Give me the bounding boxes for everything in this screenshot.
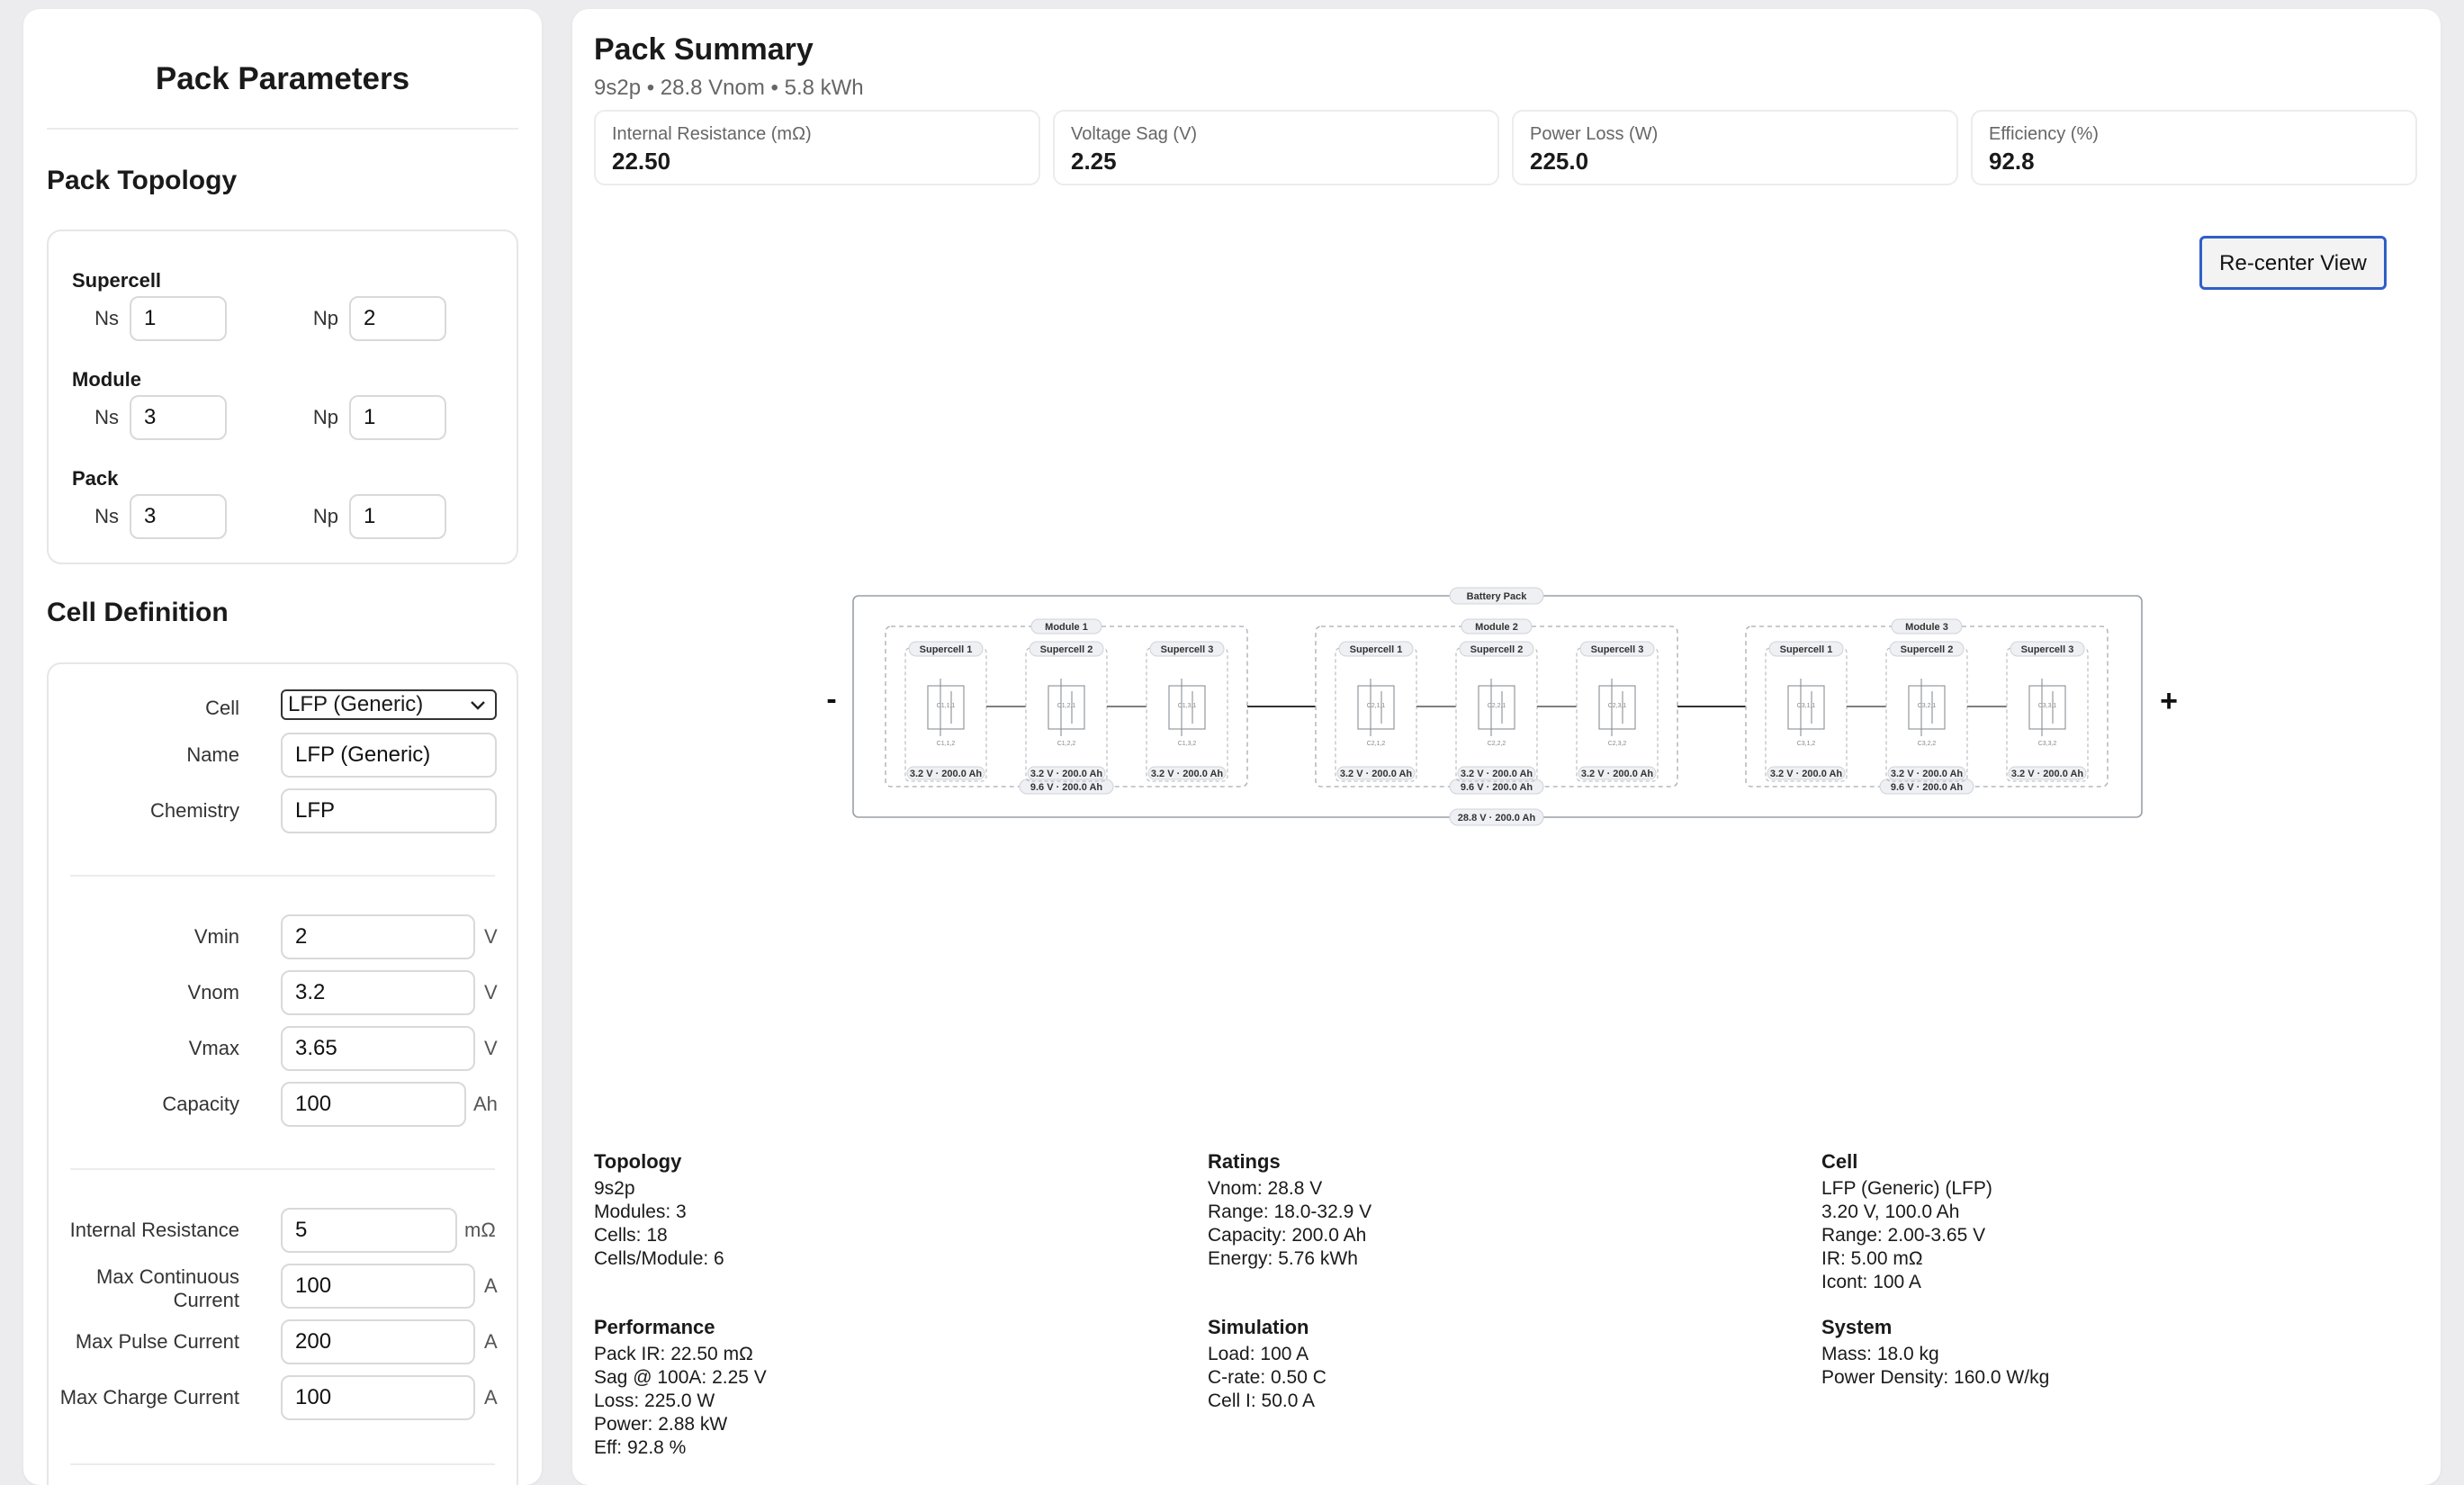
supercell-rating: 3.2 V · 200.0 Ah bbox=[909, 769, 983, 779]
supercell-label: Supercell 2 bbox=[1039, 644, 1093, 655]
cell-label: C1,3,2 bbox=[1177, 741, 1197, 747]
cell-label: C1,2,2 bbox=[1057, 741, 1076, 747]
cell-label: C2,2,2 bbox=[1487, 741, 1506, 747]
module-label: Module bbox=[72, 368, 141, 391]
supercell-ns-input[interactable]: 1 bbox=[130, 296, 227, 341]
divider bbox=[70, 1168, 495, 1170]
pack-label: Pack bbox=[72, 467, 119, 490]
module-np-label: Np bbox=[312, 406, 338, 428]
vmin-label: Vmin bbox=[193, 925, 239, 948]
supercell-outline bbox=[1026, 648, 1107, 781]
max-pulse-unit: A bbox=[484, 1330, 498, 1353]
supercell-label: Supercell 3 bbox=[1160, 644, 1214, 655]
summary-subtitle: 9s2p • 28.8 Vnom • 5.8 kWh bbox=[594, 76, 864, 100]
cell-select[interactable] bbox=[281, 689, 497, 720]
card-value: 2.25 bbox=[1071, 148, 1117, 175]
card-value: 92.8 bbox=[1989, 148, 2035, 175]
stat-line: Pack IR: 22.50 mΩ bbox=[594, 1344, 753, 1364]
supercell-np-input[interactable]: 2 bbox=[349, 296, 446, 341]
pack-label: Battery Pack bbox=[1466, 591, 1527, 602]
module-label: Module 1 bbox=[1045, 622, 1088, 633]
module-label: Module 2 bbox=[1475, 622, 1518, 633]
max-continuous-input[interactable]: 100 bbox=[281, 1264, 475, 1309]
stat-line: Energy: 5.76 kWh bbox=[1208, 1248, 1358, 1269]
stat-title: Ratings bbox=[1208, 1150, 1281, 1173]
capacity-input[interactable]: 100 bbox=[281, 1082, 466, 1127]
supercell-outline bbox=[905, 648, 986, 781]
supercell-label: Supercell 1 bbox=[919, 644, 973, 655]
cell-label: C2,3,2 bbox=[1607, 741, 1627, 747]
stat-line: Cells: 18 bbox=[594, 1225, 668, 1246]
supercell-label: Supercell 1 bbox=[1779, 644, 1833, 655]
name-label: Name bbox=[186, 743, 239, 766]
card-label: Voltage Sag (V) bbox=[1071, 124, 1198, 144]
divider bbox=[70, 1463, 495, 1465]
cell-label: C2,1,1 bbox=[1366, 703, 1386, 709]
vmin-input[interactable]: 2 bbox=[281, 914, 475, 959]
pack-summary-panel bbox=[572, 9, 2441, 1485]
supercell-rating: 3.2 V · 200.0 Ah bbox=[1150, 769, 1224, 779]
supercell-label: Supercell 3 bbox=[1590, 644, 1644, 655]
vmax-input[interactable]: 3.65 bbox=[281, 1026, 475, 1071]
pack-np-input[interactable]: 1 bbox=[349, 494, 446, 539]
stat-line: Mass: 18.0 kg bbox=[1821, 1344, 1939, 1364]
stat-line: 3.20 V, 100.0 Ah bbox=[1821, 1202, 1960, 1222]
module-np-input[interactable]: 1 bbox=[349, 395, 446, 440]
max-pulse-input[interactable]: 200 bbox=[281, 1319, 475, 1364]
card-value: 22.50 bbox=[612, 148, 671, 175]
pack-rating: 28.8 V · 200.0 Ah bbox=[1457, 813, 1536, 824]
cell-label: C2,1,2 bbox=[1366, 741, 1386, 747]
cell-label: C3,3,2 bbox=[2037, 741, 2057, 747]
divider bbox=[70, 875, 495, 877]
max-continuous-label-line2: Current bbox=[173, 1289, 239, 1311]
stat-title: Topology bbox=[594, 1150, 682, 1173]
stat-performance bbox=[594, 1316, 767, 1460]
module-label: Module 3 bbox=[1905, 622, 1948, 633]
summary-title: Pack Summary bbox=[594, 32, 814, 67]
supercell-outline bbox=[1335, 648, 1416, 781]
supercell-label: Supercell bbox=[72, 269, 162, 292]
supercell-label: Supercell 3 bbox=[2020, 644, 2074, 655]
stat-topology bbox=[594, 1150, 724, 1271]
supercell-outline bbox=[1886, 648, 1967, 781]
module-rating: 9.6 V · 200.0 Ah bbox=[1030, 782, 1103, 793]
chemistry-input[interactable]: LFP bbox=[281, 788, 497, 833]
supercell-ns-label: Ns bbox=[94, 307, 119, 329]
card-label: Internal Resistance (mΩ) bbox=[612, 124, 812, 144]
stat-title: Performance bbox=[594, 1316, 715, 1338]
stat-line: Modules: 3 bbox=[594, 1202, 687, 1222]
vmin-unit: V bbox=[484, 925, 498, 948]
stat-line: IR: 5.00 mΩ bbox=[1821, 1248, 1923, 1269]
stat-line: 9s2p bbox=[594, 1178, 635, 1199]
pack-diagram[interactable] bbox=[572, 9, 2441, 1089]
module-ns-input[interactable]: 3 bbox=[130, 395, 227, 440]
cell-label: C3,3,1 bbox=[2037, 703, 2057, 709]
cell-definition-box bbox=[47, 662, 518, 1485]
supercell-outline bbox=[1147, 648, 1228, 781]
capacity-unit: Ah bbox=[473, 1093, 498, 1115]
stat-line: Range: 18.0-32.9 V bbox=[1208, 1202, 1372, 1222]
cell-label: C3,1,2 bbox=[1796, 741, 1816, 747]
cell-label: C1,2,1 bbox=[1057, 703, 1076, 709]
supercell-rating: 3.2 V · 200.0 Ah bbox=[1580, 769, 1654, 779]
module-rating: 9.6 V · 200.0 Ah bbox=[1890, 782, 1964, 793]
stat-simulation bbox=[1208, 1316, 1326, 1413]
capacity-label: Capacity bbox=[162, 1093, 239, 1115]
vnom-unit: V bbox=[484, 981, 498, 1004]
supercell-np-label: Np bbox=[312, 307, 338, 329]
max-charge-unit: A bbox=[484, 1386, 498, 1408]
stat-line: Range: 2.00-3.65 V bbox=[1821, 1225, 1986, 1246]
internal-resistance-label: Internal Resistance bbox=[69, 1219, 239, 1241]
chemistry-label: Chemistry bbox=[149, 799, 239, 822]
pack-np-label: Np bbox=[312, 505, 338, 527]
max-charge-label: Max Charge Current bbox=[59, 1386, 239, 1408]
stat-line: Power: 2.88 kW bbox=[594, 1414, 728, 1435]
cell-label: C1,1,2 bbox=[936, 741, 956, 747]
stat-line: LFP (Generic) (LFP) bbox=[1821, 1178, 1992, 1199]
stat-title: System bbox=[1821, 1316, 1893, 1338]
card-value: 225.0 bbox=[1530, 148, 1589, 175]
topology-box bbox=[47, 230, 518, 564]
cell-definition-heading: Cell Definition bbox=[47, 598, 229, 627]
module-ns-label: Ns bbox=[94, 406, 119, 428]
cell-select-label: Cell bbox=[205, 697, 239, 719]
supercell-label: Supercell 1 bbox=[1349, 644, 1403, 655]
module-rating: 9.6 V · 200.0 Ah bbox=[1460, 782, 1533, 793]
pack-ns-input[interactable]: 3 bbox=[130, 494, 227, 539]
cell-label: C1,3,1 bbox=[1177, 703, 1197, 709]
supercell-rating: 3.2 V · 200.0 Ah bbox=[1769, 769, 1843, 779]
cell-label: C3,2,2 bbox=[1917, 741, 1937, 747]
stat-line: Loss: 225.0 W bbox=[594, 1390, 715, 1411]
cell-label: C3,2,1 bbox=[1917, 703, 1937, 709]
max-continuous-label-line1: Max Continuous bbox=[96, 1265, 239, 1288]
internal-resistance-input[interactable]: 5 bbox=[281, 1208, 457, 1253]
stat-ratings bbox=[1208, 1150, 1371, 1271]
panel-title: Pack Parameters bbox=[155, 61, 410, 96]
stat-line: Icont: 100 A bbox=[1821, 1272, 1921, 1292]
vmax-unit: V bbox=[484, 1037, 498, 1059]
recenter-view-button[interactable]: Re-center View bbox=[2199, 236, 2387, 290]
max-charge-input[interactable]: 100 bbox=[281, 1375, 475, 1420]
pack-parameters-panel bbox=[23, 9, 542, 1485]
stat-title: Simulation bbox=[1208, 1316, 1309, 1338]
card-label: Power Loss (W) bbox=[1530, 124, 1659, 144]
stat-line: Capacity: 200.0 Ah bbox=[1208, 1225, 1367, 1246]
vmax-label: Vmax bbox=[188, 1037, 239, 1059]
chevron-down-icon bbox=[468, 695, 488, 715]
stat-title: Cell bbox=[1821, 1150, 1858, 1173]
supercell-outline bbox=[1766, 648, 1847, 781]
pack-ns-label: Ns bbox=[94, 505, 119, 527]
supercell-rating: 3.2 V · 200.0 Ah bbox=[1030, 769, 1103, 779]
stat-cell bbox=[1821, 1150, 1992, 1294]
vnom-label: Vnom bbox=[187, 981, 239, 1004]
negative-terminal: - bbox=[826, 682, 837, 716]
supercell-rating: 3.2 V · 200.0 Ah bbox=[2010, 769, 2084, 779]
title-divider bbox=[47, 128, 518, 130]
stat-line: Power Density: 160.0 W/kg bbox=[1821, 1367, 2050, 1388]
supercell-rating: 3.2 V · 200.0 Ah bbox=[1460, 769, 1533, 779]
max-continuous-label bbox=[67, 1265, 239, 1312]
supercell-rating: 3.2 V · 200.0 Ah bbox=[1890, 769, 1964, 779]
stat-line: Cell I: 50.0 A bbox=[1208, 1390, 1316, 1411]
stat-line: Vnom: 28.8 V bbox=[1208, 1178, 1323, 1199]
supercell-outline bbox=[1456, 648, 1537, 781]
stat-line: Sag @ 100A: 2.25 V bbox=[594, 1367, 767, 1388]
card-label: Efficiency (%) bbox=[1989, 124, 2099, 144]
cell-select-value: LFP (Generic) bbox=[288, 692, 424, 716]
stat-line: Eff: 92.8 % bbox=[594, 1437, 687, 1458]
cell-label: C1,1,1 bbox=[936, 703, 956, 709]
pack-topology-heading: Pack Topology bbox=[47, 166, 238, 195]
supercell-outline bbox=[2007, 648, 2088, 781]
supercell-outline bbox=[1577, 648, 1658, 781]
stat-line: Cells/Module: 6 bbox=[594, 1248, 724, 1269]
supercell-label: Supercell 2 bbox=[1900, 644, 1954, 655]
max-pulse-label: Max Pulse Current bbox=[75, 1330, 239, 1353]
supercell-label: Supercell 2 bbox=[1470, 644, 1524, 655]
stat-system bbox=[1821, 1316, 2049, 1390]
name-input[interactable]: LFP (Generic) bbox=[281, 733, 497, 778]
vnom-input[interactable]: 3.2 bbox=[281, 970, 475, 1015]
stat-line: Load: 100 A bbox=[1208, 1344, 1309, 1364]
cell-label: C3,1,1 bbox=[1796, 703, 1816, 709]
supercell-rating: 3.2 V · 200.0 Ah bbox=[1339, 769, 1413, 779]
max-continuous-unit: A bbox=[484, 1274, 498, 1297]
stat-line: C-rate: 0.50 C bbox=[1208, 1367, 1326, 1388]
positive-terminal: + bbox=[2160, 684, 2178, 718]
internal-resistance-unit: mΩ bbox=[464, 1219, 496, 1241]
cell-label: C2,2,1 bbox=[1487, 703, 1506, 709]
cell-label: C2,3,1 bbox=[1607, 703, 1627, 709]
